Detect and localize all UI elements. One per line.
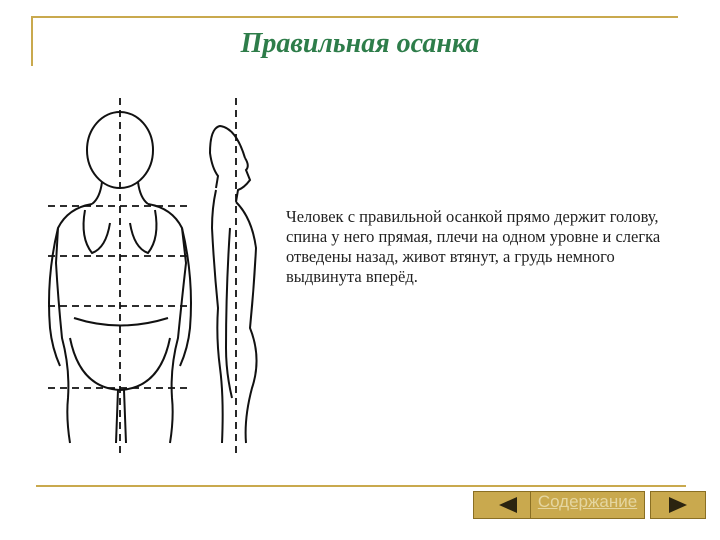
slide-title: Правильная осанка — [240, 28, 480, 59]
frame-top-line — [31, 16, 678, 18]
back-left-side — [56, 204, 92, 443]
side-view-figure — [210, 126, 257, 443]
side-arm — [226, 228, 232, 398]
back-waist — [74, 318, 168, 326]
posture-description: Человек с правильной осанкой прямо держит голову, спина у него прямая, плечи на одном уровне и слегка отведены назад, живот втянут, а грудь немного выдвинута вперёд. — [286, 207, 661, 286]
side-back — [212, 190, 223, 443]
next-slide-button[interactable] — [650, 491, 706, 519]
back-legs — [116, 390, 126, 443]
posture-illustration — [40, 98, 280, 453]
back-right-blade — [130, 210, 156, 253]
side-head — [210, 126, 245, 188]
frame-bottom-line — [36, 485, 686, 487]
back-view-guides — [48, 98, 192, 453]
side-front — [236, 202, 257, 443]
triangle-left-icon — [499, 497, 517, 513]
back-left-blade — [84, 210, 110, 253]
contents-label: Содержание — [537, 492, 638, 511]
triangle-right-icon — [669, 497, 687, 513]
contents-button[interactable] — [530, 491, 645, 519]
side-face — [236, 158, 250, 202]
